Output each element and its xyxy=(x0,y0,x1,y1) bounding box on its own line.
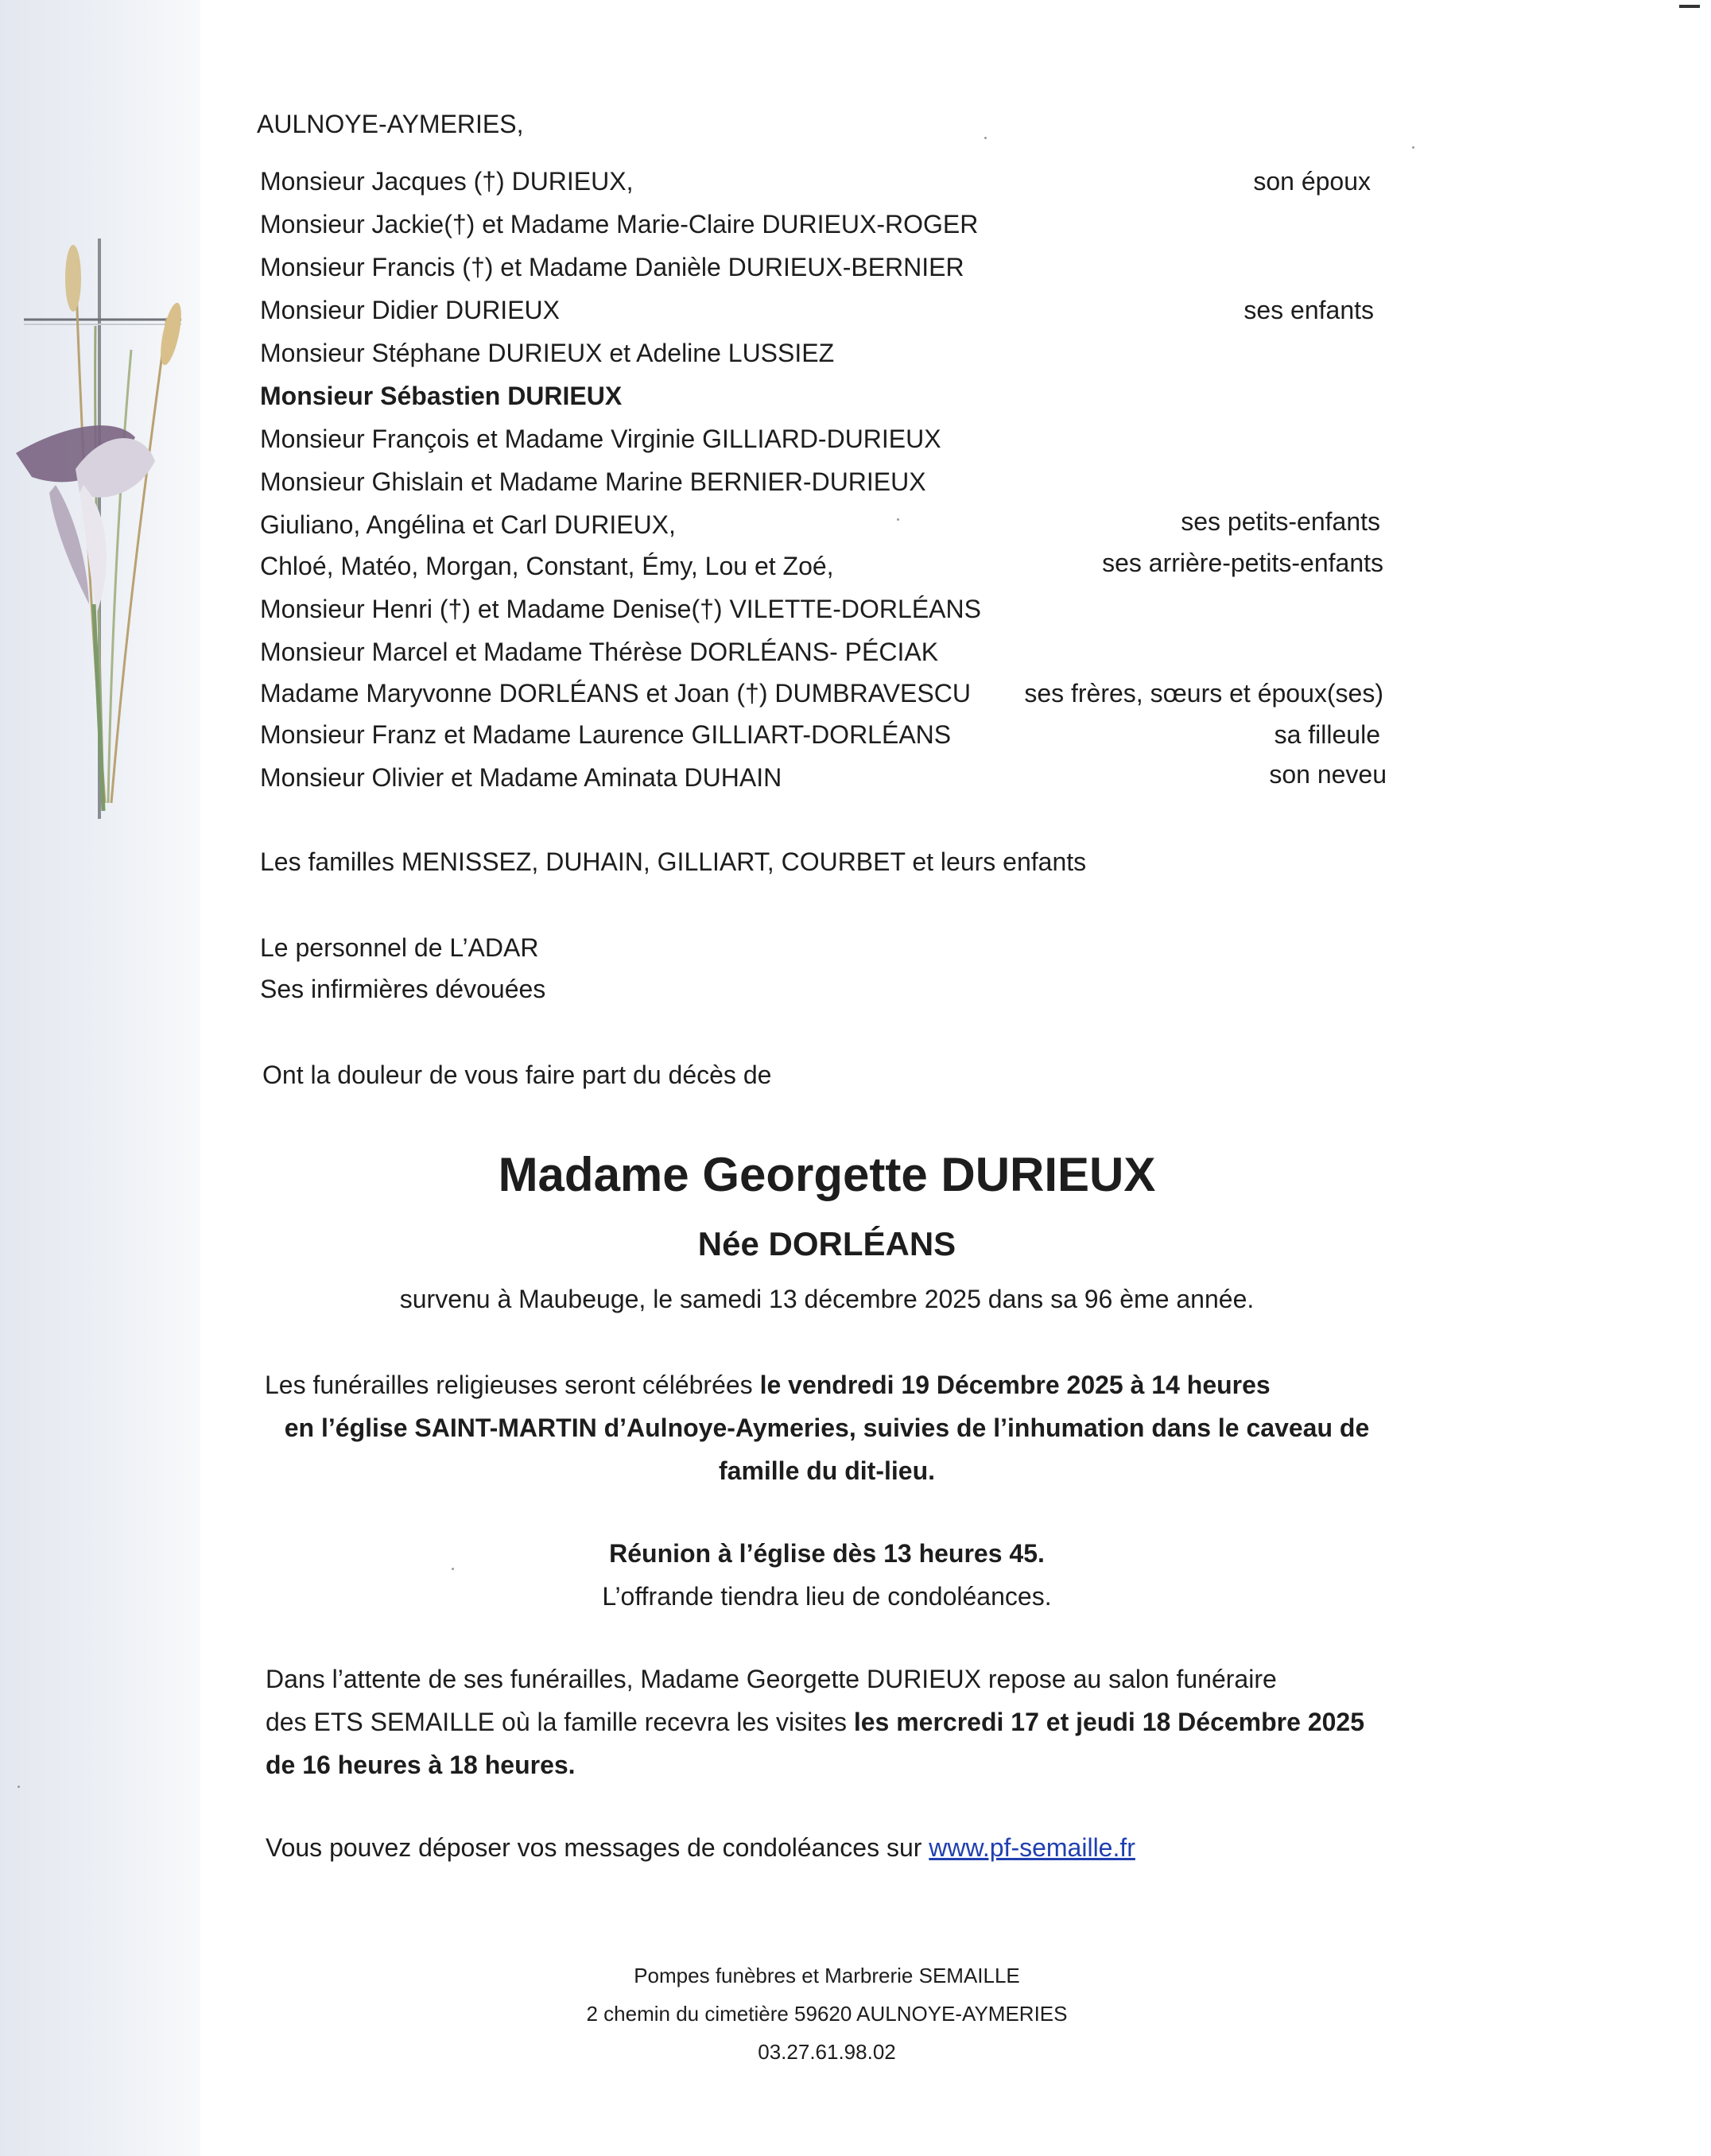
family-name: Monsieur Henri (†) et Madame Denise(†) VILETTE-DORLÉANS xyxy=(260,595,981,623)
family-name: Monsieur Jacques (†) DURIEUX, xyxy=(260,167,634,196)
family-name: Monsieur Didier DURIEUX xyxy=(260,296,560,324)
footer-address: 2 chemin du cimetière 59620 AULNOYE-AYMERIES xyxy=(586,2002,1068,2026)
condolences-line xyxy=(266,1832,1135,1863)
city-heading: AULNOYE-AYMERIES, xyxy=(257,110,524,138)
family-name: Monsieur Olivier et Madame Aminata DUHAIN xyxy=(260,763,782,792)
reunion-line: Réunion à l’église dès 13 heures 45. xyxy=(609,1539,1045,1568)
family-name: Monsieur Ghislain et Madame Marine BERNIER-DURIEUX xyxy=(260,467,926,496)
footer-phone: 03.27.61.98.02 xyxy=(758,2040,896,2064)
scan-speck xyxy=(17,1786,20,1788)
footer-company: Pompes funèbres et Marbrerie SEMAILLE xyxy=(634,1964,1020,1987)
visitation-hours: de 16 heures à 18 heures. xyxy=(266,1751,576,1779)
visitation-line-1: Dans l’attente de ses funérailles, Madame Georgette DURIEUX repose au salon funéraire xyxy=(266,1665,1277,1693)
death-details: survenu à Maubeuge, le samedi 13 décembre 2025 dans sa 96 ème année. xyxy=(399,1285,1255,1313)
family-name: Monsieur Jackie(†) et Madame Marie-Claire DURIEUX-ROGER xyxy=(260,210,979,238)
family-relation: ses arrière-petits-enfants xyxy=(1102,549,1383,577)
family-name: Monsieur Franz et Madame Laurence GILLIART-DORLÉANS xyxy=(260,720,952,749)
scan-speck xyxy=(897,518,899,521)
scan-speck xyxy=(1412,146,1414,149)
family-name: Madame Maryvonne DORLÉANS et Joan (†) DUMBRAVESCU xyxy=(260,679,971,708)
maiden-name: Née DORLÉANS xyxy=(697,1225,956,1262)
deceased-name: Madame Georgette DURIEUX xyxy=(498,1148,1156,1201)
family-name: Monsieur Francis (†) et Madame Danièle DURIEUX-BERNIER xyxy=(260,253,964,281)
families-line: Les familles MENISSEZ, DUHAIN, GILLIART, COURBET et leurs enfants xyxy=(260,847,1087,876)
funeral-line-2: en l’église SAINT-MARTIN d’Aulnoye-Aymeries, suivies de l’inhumation dans le caveau de xyxy=(284,1413,1370,1442)
scan-speck xyxy=(984,137,987,139)
family-name: Chloé, Matéo, Morgan, Constant, Émy, Lou et Zoé, xyxy=(260,552,834,580)
staff-line: Le personnel de L’ADAR xyxy=(260,933,539,962)
visitation-text: des ETS SEMAILLE où la famille recevra les visites xyxy=(266,1708,854,1736)
family-name: Monsieur Sébastien DURIEUX xyxy=(260,382,623,410)
visitation-dates: les mercredi 17 et jeudi 18 Décembre 2025 xyxy=(853,1708,1364,1736)
family-relation: ses enfants xyxy=(1243,296,1374,324)
visitation-line-2 xyxy=(266,1706,1364,1738)
offering-line: L’offrande tiendra lieu de condoléances. xyxy=(602,1582,1052,1611)
family-name: Monsieur Stéphane DURIEUX et Adeline LUSSIEZ xyxy=(260,339,835,367)
condolences-text: Vous pouvez déposer vos messages de condoléances sur xyxy=(266,1833,929,1862)
family-relation: son neveu xyxy=(1269,760,1387,789)
funeral-text: Les funérailles religieuses seront célébrées xyxy=(265,1371,760,1399)
family-name: Monsieur Marcel et Madame Thérèse DORLÉANS- PÉCIAK xyxy=(260,638,939,666)
announce-line: Ont la douleur de vous faire part du décès de xyxy=(262,1061,772,1089)
funeral-date: le vendredi 19 Décembre 2025 à 14 heures xyxy=(759,1371,1271,1399)
family-relation: son époux xyxy=(1253,167,1371,196)
family-name: Giuliano, Angélina et Carl DURIEUX, xyxy=(260,510,676,539)
staff-line: Ses infirmières dévouées xyxy=(260,975,546,1003)
funeral-line-3: famille du dit-lieu. xyxy=(718,1456,935,1485)
family-relation: ses frères, sœurs et époux(ses) xyxy=(1024,679,1383,708)
scan-speck xyxy=(452,1568,454,1570)
family-name: Monsieur François et Madame Virginie GILLIARD-DURIEUX xyxy=(260,425,941,453)
family-relation: ses petits-enfants xyxy=(1181,507,1380,536)
condolences-link[interactable]: www.pf-semaille.fr xyxy=(929,1833,1135,1862)
funeral-line-1 xyxy=(265,1369,1271,1401)
family-relation: sa filleule xyxy=(1274,720,1380,749)
